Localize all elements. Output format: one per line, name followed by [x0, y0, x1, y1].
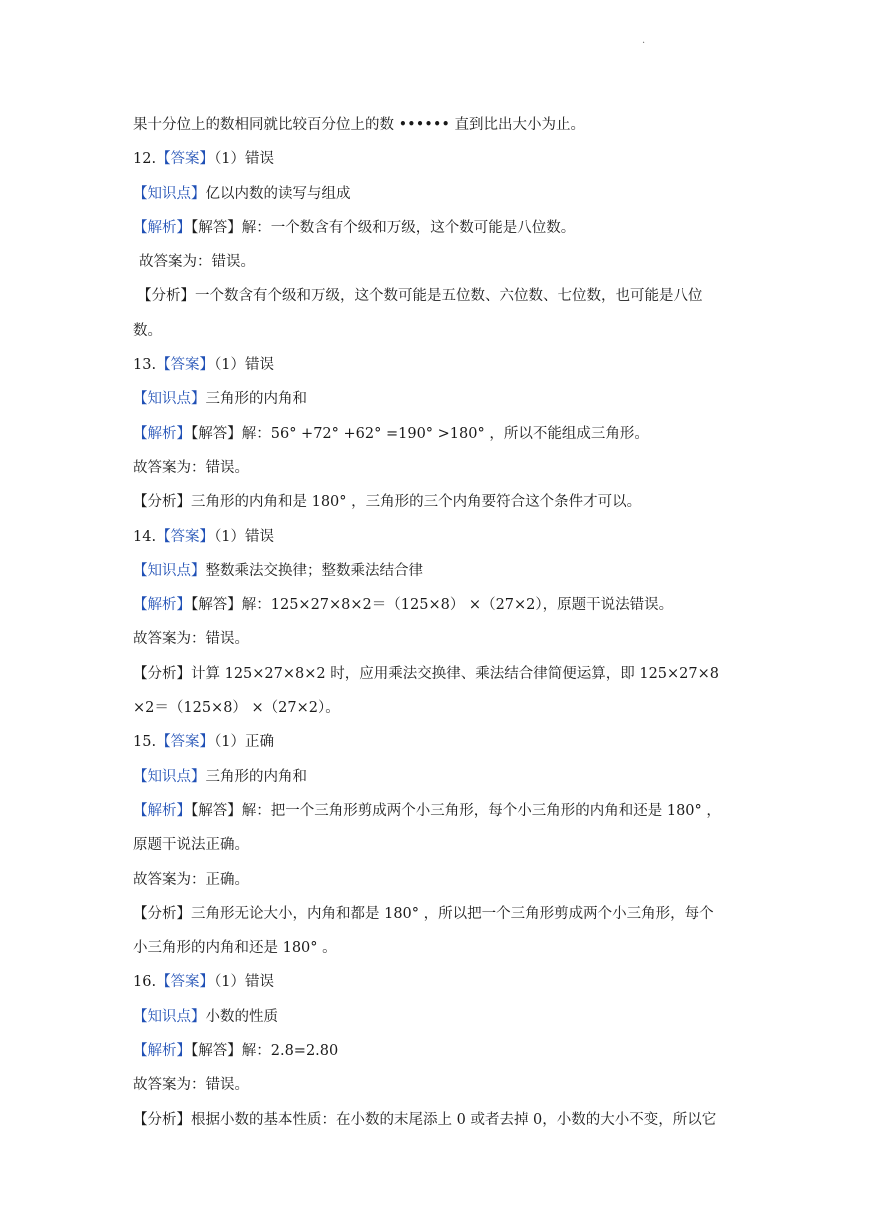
knowledge-point-line: 【知识点】亿以内数的读写与组成: [133, 185, 351, 202]
analysis-line: 【解析】【解答】解：把一个三角形剪成两个小三角形，每个小三角形的内角和还是 180° ，: [133, 802, 721, 819]
knowledge-point-line: 【知识点】三角形的内角和: [133, 768, 307, 785]
doc-line: 故答案为：错误。: [133, 631, 249, 648]
doc-line: 故答案为：正确。: [133, 871, 249, 888]
doc-line: 小三角形的内角和还是 180° 。: [133, 940, 337, 957]
knowledge-point-line: 【知识点】三角形的内角和: [133, 391, 307, 408]
analysis-line: 【解析】【解答】解：125×27×8×2＝（125×8） ×（27×2），原题干说法错误。: [133, 597, 674, 614]
doc-line: 故答案为：错误。: [133, 1077, 249, 1094]
doc-line: 【分析】三角形的内角和是 180° ，三角形的三个内角要符合这个条件才可以。: [133, 494, 642, 511]
analysis-line: 【解析】【解答】解：一个数含有个级和万级，这个数可能是八位数。: [133, 219, 576, 236]
doc-line: 故答案为：错误。: [139, 254, 255, 271]
page-marker: ·: [642, 38, 646, 49]
doc-line: 原题干说法正确。: [133, 837, 249, 854]
doc-line: 【分析】一个数含有个级和万级，这个数可能是五位数、六位数、七位数，也可能是八位: [137, 288, 703, 305]
answer-line: 15.【答案】（1）正确: [133, 734, 275, 751]
doc-line: 【分析】三角形无论大小，内角和都是 180° ，所以把一个三角形剪成两个小三角形，每个: [133, 905, 714, 922]
knowledge-point-line: 【知识点】整数乘法交换律；整数乘法结合律: [133, 562, 423, 579]
knowledge-point-line: 【知识点】小数的性质: [133, 1008, 278, 1025]
doc-line: 【分析】根据小数的基本性质：在小数的末尾添上 0 或者去掉 0，小数的大小不变，所以它: [133, 1111, 717, 1128]
answer-line: 14.【答案】（1）错误: [133, 528, 275, 545]
doc-line: 故答案为：错误。: [133, 459, 249, 476]
analysis-line: 【解析】【解答】解：2.8=2.80: [133, 1043, 339, 1060]
doc-line: 果十分位上的数相同就比较百分位上的数 •••••• 直到比出大小为止。: [133, 117, 586, 133]
answer-line: 16.【答案】（1）错误: [133, 974, 275, 991]
doc-line: ×2＝（125×8） ×（27×2）。: [133, 700, 340, 717]
answer-document: [133, 108, 743, 1137]
analysis-line: 【解析】【解答】解：56° +72° +62° =190° >180° ，所以不能组成三角形。: [133, 425, 649, 442]
doc-line: 【分析】计算 125×27×8×2 时，应用乘法交换律、乘法结合律简便运算，即 125×27×8: [133, 665, 720, 682]
answer-line: 12.【答案】（1）错误: [133, 151, 275, 168]
doc-line: 数。: [133, 322, 162, 339]
answer-line: 13.【答案】（1）错误: [133, 357, 275, 374]
